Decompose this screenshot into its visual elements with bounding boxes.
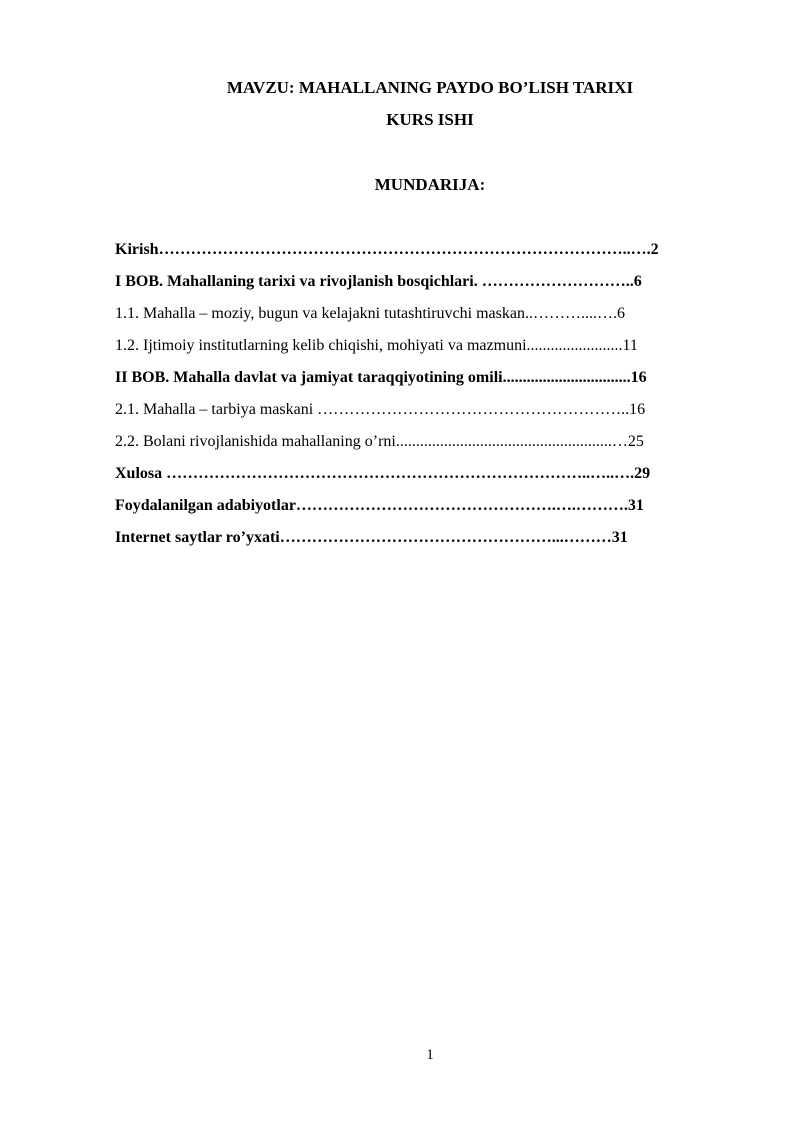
toc-entry-section-1-1: 1.1. Mahalla – moziy, bugun va kelajakni tutashtiruvchi maskan..………....….6 [115, 305, 625, 322]
toc-entry-kirish: Kirish……………………………………………………………………………..….2 [115, 241, 659, 258]
toc-entry-bibliography: Foydalanilgan adabiyotlar………………………………………….….……….31 [115, 497, 644, 514]
document-type: KURS ISHI [386, 110, 474, 129]
toc-entry-chapter-2: II BOB. Mahalla davlat va jamiyat taraqqiyotining omili................................16 [115, 369, 647, 386]
table-of-contents [115, 240, 745, 560]
toc-entry-section-2-2: 2.2. Bolani rivojlanishida mahallaning o’rni......................................................…25 [115, 433, 644, 450]
toc-entry-internet-sites: Internet saytlar ro’yxati……………………………………………...………31 [115, 529, 628, 546]
topic-title: MAVZU: MAHALLANING PAYDO BO’LISH TARIXI [226, 78, 634, 97]
toc-entry-section-1-2: 1.2. Ijtimoiy institutlarning kelib chiqishi, mohiyati va mazmuni........................11 [115, 337, 638, 354]
toc-entry-xulosa: Xulosa ……………………………………………………………………..…..….29 [115, 465, 651, 482]
toc-entry-section-2-1: 2.1. Mahalla – tarbiya maskani …………………………………………………..16 [115, 401, 646, 418]
toc-heading: MUNDARIJA: [374, 175, 486, 194]
page-number: 1 [426, 1047, 434, 1063]
toc-entry-chapter-1: I BOB. Mahallaning tarixi va rivojlanish bosqichlari. ………………………..6 [115, 273, 642, 290]
